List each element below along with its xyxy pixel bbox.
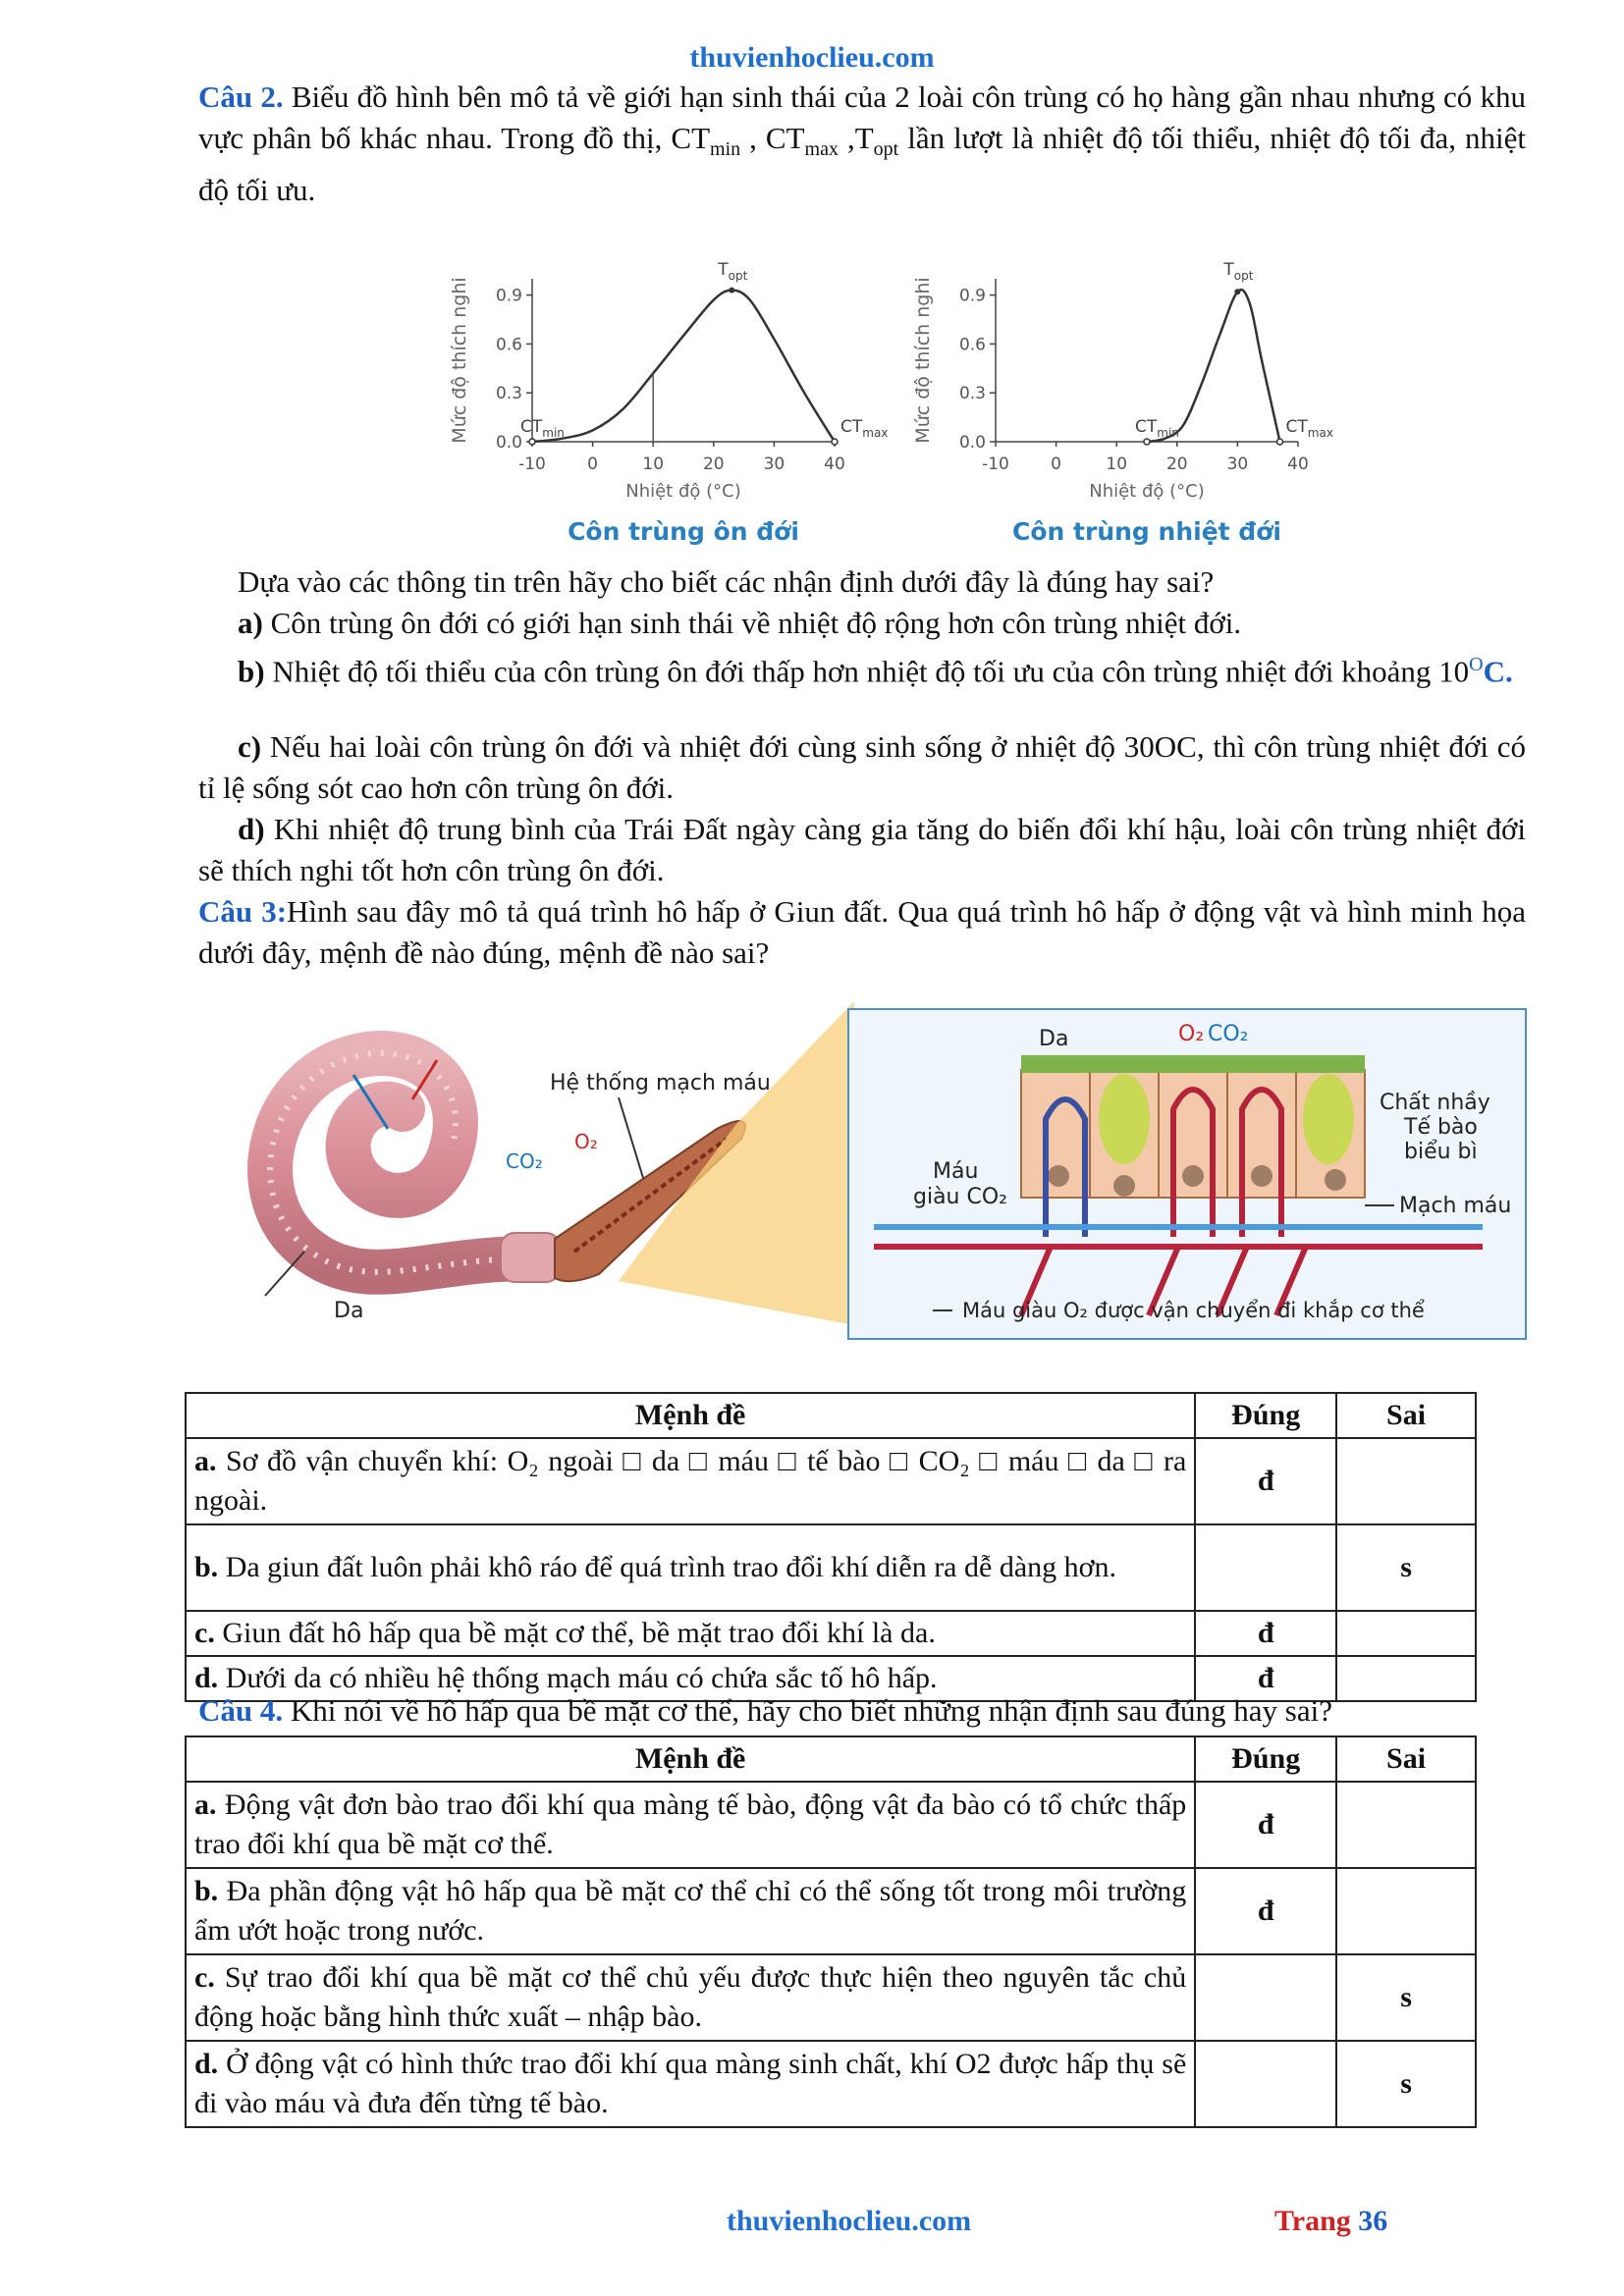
- table-row: a. Sơ đồ vận chuyển khí: O₂ ngoài □ da □ máu □ tế bào □ CO₂ □ máu □ da □ ra ngoài. đ: [186, 1438, 1476, 1524]
- series-line: [1147, 290, 1280, 442]
- q3-label: Câu 3:: [198, 894, 288, 929]
- svg-text:O₂: O₂: [574, 1130, 598, 1153]
- chart-title: Côn trùng ôn đới: [568, 517, 799, 546]
- svg-text:Chất nhầy: Chất nhầy: [1380, 1091, 1490, 1115]
- q2-statement-c: c) Nếu hai loài côn trùng ôn đới và nhiệt đới cùng sinh sống ở nhiệt độ 30OC, thì côn trùng nhiệt đới có tỉ lệ sống sót cao hơn côn trùng ôn đới.: [198, 729, 1526, 805]
- chart-title: Côn trùng nhiệt đới: [1012, 517, 1281, 546]
- svg-text:CO₂: CO₂: [506, 1149, 543, 1173]
- table-row: a. Động vật đơn bào trao đổi khí qua màng tế bào, động vật đa bào có tổ chức thấp trao đổi khí qua bề mặt cơ thể. đ: [186, 1782, 1476, 1868]
- svg-text:Mạch máu: Mạch máu: [1399, 1194, 1512, 1218]
- worm-system-label: Hệ thống mạch máu: [550, 1071, 771, 1095]
- q2-statement-a: a) Côn trùng ôn đới có giới hạn sinh thái về nhiệt độ rộng hơn côn trùng nhiệt đới.: [238, 606, 1242, 640]
- table-row: d. Dưới da có nhiều hệ thống mạch máu có chứa sắc tố hô hấp. đ: [186, 1656, 1476, 1701]
- x-axis-label: Nhiệt độ (°C): [1089, 481, 1205, 502]
- table-row: c. Sự trao đổi khí qua bề mặt cơ thể chủ yếu được thực hiện theo nguyên tắc chủ động hoặc bằng hình thức xuất – nhập bào. s: [186, 1954, 1476, 2041]
- x-tick-label: 0: [587, 454, 599, 474]
- ct-max-label: $CT_{max}$: [1285, 417, 1333, 440]
- footer-site: thuvienhoclieu.com: [727, 2205, 972, 2237]
- ct-max-point: [1277, 439, 1283, 445]
- y-tick-label: 0.0: [958, 433, 986, 453]
- x-tick-label: 40: [824, 454, 845, 474]
- q4-head-true: Đúng: [1195, 1736, 1336, 1782]
- svg-text:Tế bào: Tế bào: [1404, 1115, 1478, 1140]
- q2-statement-d: d) Khi nhiệt độ trung bình của Trái Đất ngày càng gia tăng do biến đổi khí hậu, loài côn trùng nhiệt đới sẽ thích nghi tốt hơn côn trùng ôn đới.: [198, 812, 1526, 887]
- earthworm-body: [270, 1053, 530, 1272]
- table-row: b. Da giun đất luôn phải khô ráo để quá trình trao đổi khí diễn ra dễ dàng hơn. s: [186, 1524, 1476, 1611]
- y-tick-label: 0.3: [495, 384, 522, 404]
- ct-min-label: $CT_{min}$: [520, 417, 565, 440]
- y-tick-label: 0.3: [958, 384, 986, 404]
- svg-text:giàu CO₂: giàu CO₂: [913, 1185, 1007, 1209]
- y-tick-label: 0.6: [495, 335, 522, 355]
- q4-head-false: Sai: [1336, 1736, 1476, 1782]
- x-axis-label: Nhiệt độ (°C): [625, 481, 741, 502]
- svg-text:Da: Da: [1039, 1027, 1069, 1051]
- q3-table: [185, 1392, 1477, 1702]
- y-tick-label: 0.9: [495, 286, 522, 306]
- t-opt-point: [729, 288, 734, 294]
- ct-min-label: $CT_{min}$: [1135, 417, 1179, 440]
- q3-head-statement: Mệnh đề: [186, 1393, 1195, 1438]
- ct-max-label: $CT_{max}$: [840, 417, 889, 440]
- x-tick-label: 20: [1165, 454, 1188, 474]
- table-row: d. Ở động vật có hình thức trao đổi khí qua màng sinh chất, khí O2 được hấp thụ sẽ đi vào máu và đưa đến từng tế bào. s: [186, 2041, 1476, 2127]
- svg-text:Máu giàu O₂ được vận chuyển đi: Máu giàu O₂ được vận chuyển đi khắp cơ thể: [962, 1299, 1425, 1322]
- ct-min-point: [529, 439, 535, 445]
- t-opt-point: [1234, 289, 1240, 294]
- svg-text:Máu: Máu: [933, 1159, 979, 1184]
- q2-label: Câu 2.: [198, 80, 284, 114]
- x-tick-label: 20: [702, 454, 725, 474]
- svg-text:Da: Da: [334, 1299, 364, 1323]
- q2-intro: Câu 2. Biểu đồ hình bên mô tả về giới hạn sinh thái của 2 loài côn trùng có họ hàng gần nhau nhưng có khu vực phân bố khác nhau. Trong đồ thị, $CT_{min}$ , $CT_{max}$ $,T_{opt}$ lần lượt là nhiệt độ tối thiểu, nhiệt độ tối đa, nhiệt độ tối ưu.: [198, 80, 1526, 208]
- chart-temperate: [442, 257, 913, 571]
- q2-question: Dựa vào các thông tin trên hãy cho biết các nhận định dưới đây là đúng hay sai?: [238, 564, 1215, 599]
- x-tick-label: 10: [1106, 454, 1128, 474]
- header-site: thuvienhoclieu.com: [689, 41, 935, 74]
- footer-page-number: Trang 36: [1274, 2205, 1388, 2237]
- svg-text:biểu bì: biểu bì: [1404, 1140, 1478, 1164]
- svg-text:CO₂: CO₂: [1208, 1022, 1249, 1046]
- x-tick-label: 30: [1226, 454, 1249, 474]
- y-axis-label: Mức độ thích nghi: [912, 277, 934, 444]
- ct-min-point: [1144, 439, 1150, 445]
- table-row: c. Giun đất hô hấp qua bề mặt cơ thể, bề mặt trao đổi khí là da. đ: [186, 1611, 1476, 1656]
- q3-head-false: Sai: [1336, 1393, 1476, 1438]
- t-opt-label: $T_{opt}$: [1223, 260, 1254, 283]
- q3-head-true: Đúng: [1195, 1393, 1336, 1438]
- q3-intro: Câu 3:Hình sau đây mô tả quá trình hô hấp ở Giun đất. Qua quá trình hô hấp ở động vật và hình minh họa dưới đây, mệnh đề nào đúng, mệnh đề nào sai?: [198, 894, 1526, 970]
- q4-table: [185, 1735, 1477, 2128]
- table-row: b. Đa phần động vật hô hấp qua bề mặt cơ thể chỉ có thể sống tốt trong môi trường ẩm ướt hoặc trong nước. đ: [186, 1868, 1476, 1954]
- series-line: [532, 291, 835, 442]
- svg-text:O₂: O₂: [1178, 1022, 1205, 1046]
- y-axis-label: Mức độ thích nghi: [449, 277, 470, 444]
- ct-max-point: [832, 439, 838, 445]
- t-opt-label: $T_{opt}$: [718, 260, 748, 283]
- q4-intro: Câu 4. Khi nói về hô hấp qua bề mặt cơ thể, hãy cho biết những nhận định sau đúng hay sai?: [198, 1693, 1333, 1728]
- x-tick-label: -10: [982, 454, 1009, 474]
- y-tick-label: 0.6: [958, 335, 986, 355]
- chart-tropical: [905, 257, 1377, 571]
- x-tick-label: 40: [1287, 454, 1309, 474]
- q4-label: Câu 4.: [198, 1693, 284, 1728]
- q4-head-statement: Mệnh đề: [186, 1736, 1195, 1782]
- y-tick-label: 0.0: [495, 433, 522, 453]
- y-tick-label: 0.9: [958, 286, 986, 306]
- earthworm-figure: [206, 1001, 1532, 1345]
- x-tick-label: 10: [642, 454, 665, 474]
- x-tick-label: 0: [1051, 454, 1062, 474]
- x-tick-label: 30: [763, 454, 785, 474]
- q2-statement-b: b) Nhiệt độ tối thiểu của côn trùng ôn đới thấp hơn nhiệt độ tối ưu của côn trùng nhiệt đới khoảng $10^OC$.: [238, 654, 1513, 689]
- x-tick-label: -10: [518, 454, 546, 474]
